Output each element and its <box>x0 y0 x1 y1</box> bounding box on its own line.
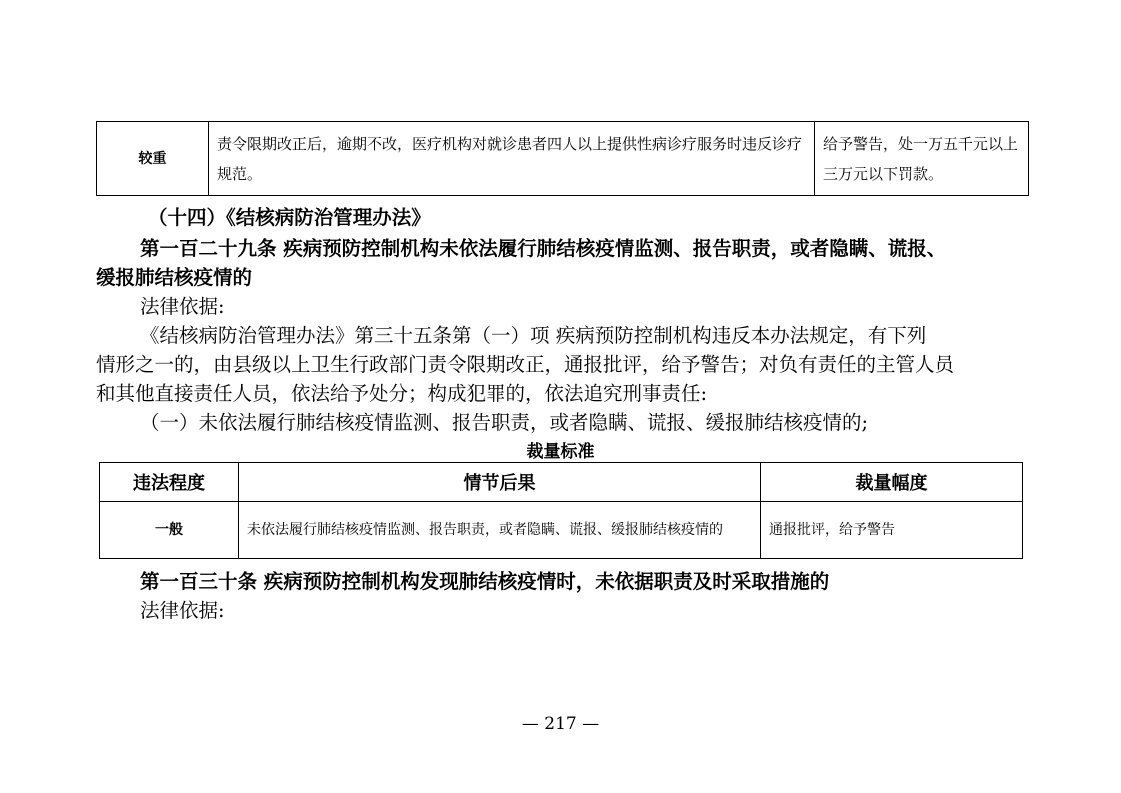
table-row <box>97 122 1029 196</box>
legal-basis-text: 《结核病防治管理办法》第三十五条第（一）项 疾病预防控制机构违反本办法规定，有下列 <box>140 324 927 347</box>
table-row <box>100 502 1023 559</box>
table-caption: 裁量标准 <box>526 442 595 462</box>
section-heading: （十四）《结核病防治管理办法》 <box>148 206 431 229</box>
consequence-cell: 未依法履行肺结核疫情监测、报告职责，或者隐瞒、谎报、缓报肺结核疫情的 <box>239 502 761 559</box>
penalty-table-top <box>96 121 1029 196</box>
column-header: 情节后果 <box>239 463 761 502</box>
penalty-cell: 通报批评，给予警告 <box>761 502 1023 559</box>
legal-basis-text: （一）未依法履行肺结核疫情监测、报告职责，或者隐瞒、谎报、缓报肺结核疫情的; <box>140 411 869 434</box>
legal-basis-text: 情形之一的，由县级以上卫生行政部门责令限期改正，通报批评，给予警告；对负有责任的主管人员 <box>96 353 955 376</box>
article-title-line: 第一百三十条 疾病预防控制机构发现肺结核疫情时，未依据职责及时采取措施的 <box>140 570 830 593</box>
legal-basis-text: 和其他直接责任人员，依法给予处分；构成犯罪的，依法追究刑事责任: <box>96 382 708 405</box>
severity-level-cell: 一般 <box>100 502 239 559</box>
legal-basis-label: 法律依据: <box>140 599 225 622</box>
column-header: 裁量幅度 <box>761 463 1023 502</box>
column-header: 违法程度 <box>100 463 239 502</box>
penalty-cell: 给予警告，处一万五千元以上三万元以下罚款。 <box>815 122 1029 196</box>
legal-basis-label: 法律依据: <box>140 295 225 318</box>
page-number: — 217 — <box>521 714 600 734</box>
severity-level-cell: 较重 <box>97 122 209 196</box>
article-title-line: 第一百二十九条 疾病预防控制机构未依法履行肺结核疫情监测、报告职责，或者隐瞒、谎报、 <box>140 237 947 260</box>
consequence-cell: 责令限期改正后，逾期不改，医疗机构对就诊患者四人以上提供性病诊疗服务时违反诊疗规范。 <box>209 122 815 196</box>
table-header-row <box>100 463 1023 502</box>
discretion-standard-table <box>99 462 1023 559</box>
article-title-line: 缓报肺结核疫情的 <box>96 266 253 289</box>
